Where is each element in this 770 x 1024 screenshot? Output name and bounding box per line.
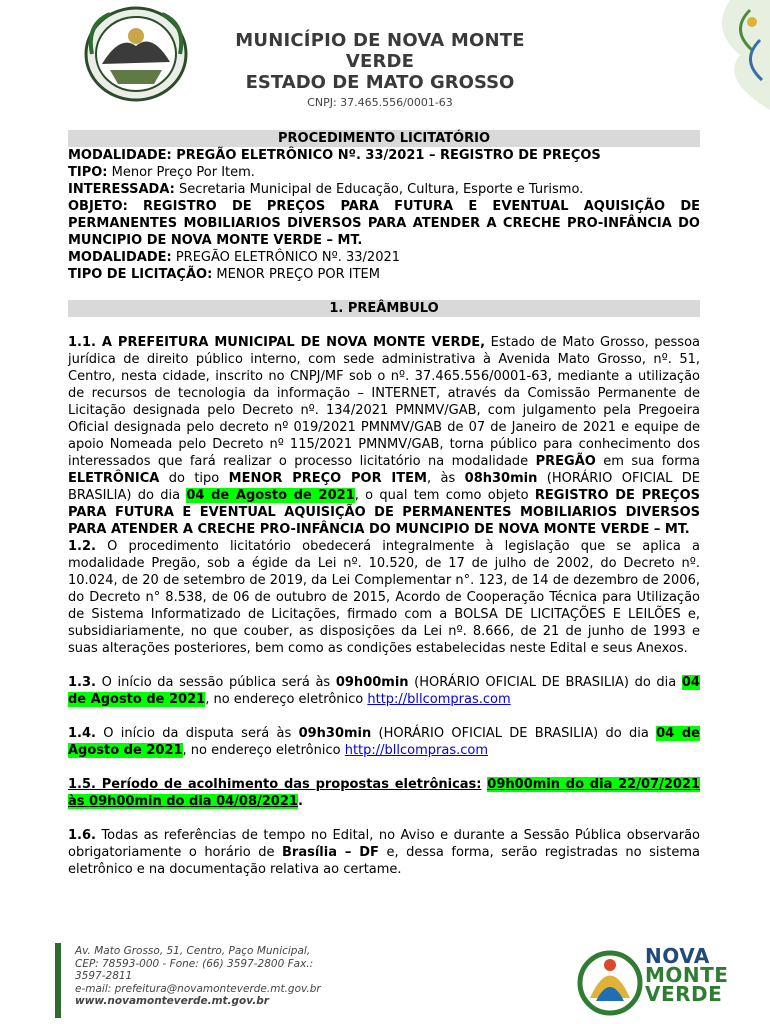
p11-hora: 08h30min (464, 471, 538, 486)
p15-heading: 1.5. Período de acolhimento das propostas eletrônicas: (68, 777, 482, 792)
p14-text-b: (HORÁRIO OFICIAL DE BRASILIA) do dia (371, 726, 657, 741)
p11-text-f: , o qual tem como objeto (354, 488, 535, 503)
p11-data-highlight: 04 de Agosto de 2021 (186, 488, 355, 503)
paragraph-1-1 (68, 334, 700, 538)
tipo-label: TIPO: (68, 165, 108, 180)
p15-end: . (297, 794, 303, 809)
p12-text: O procedimento licitatório obedecerá integralmente à legislação que se aplica a modalidade Pregão, sob a égide da Lei nº. 10.520, de 17 de julho de 2002, do Decreto nº. 10.024, de 20 de setembro de 2019, da Lei Complementar n°. 123, de 14 de dezembro de 2006, do Decreto n° 8.538, de 06 de outubro de 2015, Acordo de Cooperação Técnica para Utilização de Sistema Informatizado de Licitações, firmado com a BOLSA DE LICITAÇÕES E LEILÕES e, subsidiariamente, no que couber, as disposições da Lei nº. 8.666, de 21 de junho de 1993 e suas alterações posteriores, bem como as condições estabelecidas neste Edital e seus Anexos. (68, 539, 700, 656)
interessada-label: INTERESSADA: (68, 182, 175, 197)
p15-period-highlight: 09h00min do dia 22/07/2021 às 09h00min do dia 04/08/2021 (68, 777, 700, 809)
interessada-line (68, 181, 700, 198)
page-header (0, 0, 770, 110)
paragraph-1-6 (68, 827, 700, 878)
header-cnpj: CNPJ: 37.465.556/0001-63 (307, 96, 453, 109)
document-body (68, 130, 700, 878)
footer-website[interactable]: www.novamonteverde.mt.gov.br (75, 995, 269, 1007)
tipo-licitacao-value: MENOR PREÇO POR ITEM (212, 267, 380, 282)
p14-text-a: O início da disputa será às (95, 726, 299, 741)
p13-text-a: O início da sessão pública será às (95, 675, 336, 690)
logo-nova: NOVA (645, 944, 710, 968)
footer-email[interactable]: e-mail: prefeitura@novamonteverde.mt.gov.br (75, 982, 321, 995)
p14-data-highlight: 04 de Agosto de 2021 (68, 726, 700, 758)
footer-address-line: Av. Mato Grosso, 51, Centro, Paço Municipal, (75, 945, 311, 957)
p11-menor-preco: MENOR PREÇO POR ITEM (228, 471, 427, 486)
tipo-line (68, 164, 700, 181)
header-title-block (200, 30, 560, 109)
p13-text-c: , no endereço eletrônico (205, 692, 368, 707)
tipo-value: Menor Preço Por Item. (107, 165, 255, 180)
logo-verde: VERDE (645, 982, 723, 1006)
p11-text-d: , às (426, 471, 465, 486)
p12-heading: 1.2. (68, 539, 96, 554)
municipal-crest-icon (80, 4, 192, 104)
p11-objeto: REGISTRO DE PREÇOS PARA FUTURA E EVENTUAL AQUISIÇÃO DE PERMANENTES MOBILIARIOS DIVERSOS PARA ATENDER A CRECHE PRO-INFÂNCIA DO MUNCIPIO DE NOVA MONTE VERDE – MT. (68, 488, 700, 537)
tipo-licitacao-line (68, 266, 700, 283)
paragraph-1-3 (68, 674, 700, 708)
p14-heading: 1.4. (68, 726, 96, 741)
p13-data-highlight: 04 de Agosto de 2021 (68, 675, 700, 707)
paragraph-1-4 (68, 725, 700, 759)
p13-link[interactable]: http://bllcompras.com (367, 692, 511, 707)
p14-text-c: , no endereço eletrônico (182, 743, 345, 758)
p11-text-e: (HORÁRIO OFICIAL DE BRASILIA) do dia (68, 471, 700, 503)
logo-monte: MONTE (645, 963, 729, 987)
preambulo-banner: 1. PREÂMBULO (68, 300, 700, 317)
p11-pregao: PREGÃO (535, 454, 596, 469)
page-footer (0, 935, 770, 1024)
footer-address (75, 945, 321, 1008)
p16-heading: 1.6. (68, 828, 96, 843)
modalidade-line (68, 249, 700, 266)
p16-text-b: e, dessa forma, serão registradas no sistema eletrônico e na documentação relativa ao certame. (68, 845, 701, 877)
footer-fax: 3597-2811 (75, 970, 133, 982)
p16-text-a: Todas as referências de tempo no Edital, no Aviso e durante a Sessão Pública observarão obrigatoriamente o horário de (68, 828, 700, 860)
footer-cep-phone: CEP: 78593-000 - Fone: (66) 3597-2800 Fax.: (75, 957, 314, 970)
modalidade-heading: MODALIDADE: PREGÃO ELETRÔNICO Nº. 33/2021 – REGISTRO DE PREÇOS (68, 148, 601, 163)
p16-brasilia: Brasília – DF (282, 845, 379, 860)
p11-text-a: Estado de Mato Grosso, pessoa jurídica de direito público interno, com sede administrativa à Avenida Mato Grosso, nº. 51, Centro, nesta cidade, inscrito no CNPJ/MF sob o nº. 37.465.556/0001-63, mediante a utilização de recursos de tecnologia da informação – INTERNET, através da Comissão Permanente de Licitação designada pelo Decreto nº. 134/2021 PMNMV/GAB, com julgamento pela Pregoeira Oficial designada pelo decreto nº 019/2021 PMNMV/GAB de 07 de Janeiro de 2021 e equipe de apoio Nomeada pelo Decreto nº 115/2021 PMNMV/GAB, torna público para conhecimento dos interessados que fará realizar o processo licitatório na modalidade (68, 335, 700, 469)
modalidade-label: MODALIDADE: (68, 250, 172, 265)
paragraph-1-5 (68, 776, 700, 810)
header-municipality: MUNICÍPIO DE NOVA MONTE VERDE (235, 30, 525, 72)
p11-eletronica: ELETRÔNICA (68, 471, 160, 486)
p14-link[interactable]: http://bllcompras.com (344, 743, 489, 758)
p11-text-c: do tipo (159, 471, 229, 486)
p13-hora: 09h00min (335, 675, 409, 690)
objeto-text: OBJETO: REGISTRO DE PREÇOS PARA FUTURA E EVENTUAL AQUISIÇÃO DE PERMANENTES MOBILIARIOS DIVERSOS PARA ATENDER A CRECHE PRO-INFÂNCIA DO MUNCIPIO DE NOVA MONTE VERDE – MT. (68, 199, 700, 248)
p13-text-b: (HORÁRIO OFICIAL DE BRASILIA) do dia (408, 675, 682, 690)
p11-heading: 1.1. A PREFEITURA MUNICIPAL DE NOVA MONTE VERDE, (68, 335, 486, 350)
paragraph-1-2 (68, 538, 700, 657)
footer-logo-text (645, 944, 729, 1006)
interessada-value: Secretaria Municipal de Educação, Cultura, Esporte e Turismo. (174, 182, 584, 197)
modalidade-value: PREGÃO ELETRÔNICO Nº. 33/2021 (171, 250, 401, 265)
procedure-banner: PROCEDIMENTO LICITATÓRIO (68, 130, 700, 147)
tipo-licitacao-label: TIPO DE LICITAÇÃO: (68, 267, 213, 282)
header-state: ESTADO DE MATO GROSSO (245, 72, 515, 93)
p11-text-b: em sua forma (595, 454, 700, 469)
p13-heading: 1.3. (68, 675, 96, 690)
header-leaf-decoration-icon (690, 0, 770, 110)
footer-accent-bar (55, 943, 61, 1018)
p14-hora: 09h30min (298, 726, 372, 741)
